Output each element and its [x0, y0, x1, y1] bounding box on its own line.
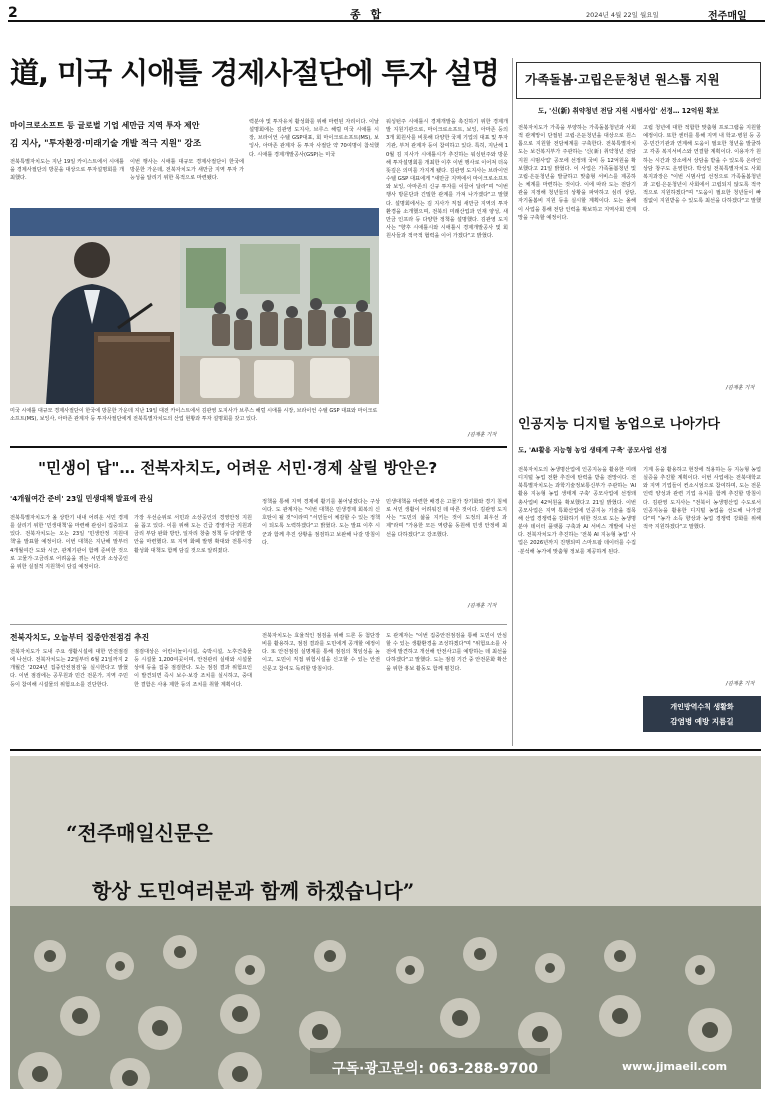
ad-slogan-line-2: 항상 도민여러분과 함께 하겠습니다” — [92, 879, 415, 903]
lead-col-4: 워싱턴주 시애틀시 경제개발을 촉진하기 위한 경제개발 지원기관으로, 마이크로소프트, 보잉, 아마존 등의 3개 회원사를 비롯해 다양한 국제 기업의 대표 및 투자기관, 부처 관계자 등이 참여하고 있다. 특히, 지난해 10월 김 지사가 시애틀시가 추진하는 워싱턴주와 방문해 투자설명회를 개최한 이후 이번 행사로 이어져 더욱 뜻깊은 의미를 가지게 됐다. 김관영 도지사는 브라이언 수텔 GSP 대표에게 "새만금 지역에서 마이크로소프트와 보잉, 아마존의 신규 투자를 이끌어 달라"며 "이번 행사 방문단과 긴밀한 관계를 가져 나가겠다"고 말했다. 설명회에서는 김 지사가 직접 새만금 지역의 투자환경을 소개했으며, 전북의 미래산업과 인재 양성, 새만금 인프라 등 다양한 정책을 설명했다. 김관영 도지사는 "향후 시애틀시와 시애틀시 경제개발공사 및 회원사들과 적극적 협력을 이어 가겠다"고 밝혔다. — [386, 119, 508, 240]
ad-website-url: www.jjmaeil.com — [622, 1060, 728, 1073]
mid-headline: "민생이 답"… 전북자치도, 어려운 서민·경제 살릴 방안은? — [38, 459, 438, 477]
rt2-col-1: 전북자치도의 농생명산업에 인공지능을 활용한 미래 디지털 농업 전환 추진에 탄력을 받을 전망이다. 전북특별자치도는 과학기술정보통신부가 주관하는 'AI활용 지능형 농업 생태계 구축' 공모사업에 선정돼 총사업비 42억원을 확보했다고 21일 밝혔다. 이번 공모사업은 지역 특화산업에 인공지능 기술을 접목해 산업 경쟁력을 강화하기 위한 것으로 도는 농생명 분야 데이터 플랫폼 구축과 AI 서비스 개발에 나선다. 전북자치도가 추진하는 '전북 AI 지능형 농업' 사업은 2026년까지 진행되며 스마트팜 데이터를 수집·분석해 농가에 맞춤형 정보를 제공하게 된다. — [518, 467, 636, 555]
rt2-subhead: 도, 'AI활용 지능형 농업 생태계 구축' 공모사업 선정 — [518, 446, 668, 454]
rt2-byline: /김재훈 기자 — [726, 681, 755, 687]
lead-byline: /김재훈 기자 — [468, 432, 497, 438]
lead-subhead-1: 마이크로소프트 등 글로벌 기업 세만금 지역 투자 제안 — [10, 121, 200, 130]
column-divider — [512, 58, 513, 746]
low-headline: 전북자치도, 오늘부터 집중안전점검 추진 — [10, 633, 150, 642]
newspaper-advertisement — [10, 756, 761, 1089]
issue-date: 2024년 4월 22일 월요일 — [586, 11, 659, 19]
newspaper-brand: 전주매일 — [708, 11, 747, 22]
section-rule-2 — [10, 624, 507, 625]
lead-subhead-2: 김 지사, "투자환경·미래기술 개발 적극 지원" 강조 — [10, 139, 202, 149]
low-col-4: 도 관계자는 "이번 집중안전점검을 통해 도민이 안심할 수 있는 생활환경을 조성하겠다"며 "위험요소를 사전에 발견하고 개선해 안전사고를 예방하는 데 최선을 다하겠다"고 말했다. 도는 점검 기간 중 안전문화 확산을 위한 홍보 활동도 함께 펼친다. — [386, 633, 507, 672]
lead-col-3: 력분야 및 투자유치 활성화를 위해 마련된 자리이다. 이날 설명회에는 김관영 도지사, 브루스 해럴 미국 시애틀 시장, 브라이언 수텔 GSP대표, 회 마이크로소프트(MS), 보잉사, 아마존 관계자 등 투자 사절단 약 70여명이 참석했다. 시애틀 경제개발공사(GSP)는 미국 — [249, 119, 379, 158]
lead-col-2: 이번 행사는 시애틀 대규모 경제사절단이 한국에 방문한 가운데, 전북자치도가 새만금 지역 투자 가능성을 알리기 위한 목적으로 마련됐다. — [130, 159, 244, 182]
mid-col-3: 정책을 통해 지역 경제에 활기를 불어넣겠다는 구상이다. 도 관계자는 "이번 대책은 민생경제 회복의 신호탄이 될 것"이라며 "서민들이 체감할 수 있는 정책이 되도록 노력하겠다"고 밝혔다. 도는 발표 이후 시군과 함께 추진 상황을 점검하고 보완해 나갈 방침이다. — [262, 499, 380, 546]
lead-photo-caption: 미국 시애틀 대규모 경제사절단이 한국에 방문한 가운데 지난 19일 대전 카이스트에서 김관영 도지사가 브루스 해럴 시애틀 시장, 브라이언 수텔 GSP 대표와 마이크로소프트(MS), 보잉사, 아마존 관계자 등 투자사절단에게 전북특별자치도의 산업 현황과 투자 설명회를 갖고 있다. — [10, 408, 378, 422]
rt1-headline: 가족돌봄·고립은둔청년 원스톱 지원 — [525, 72, 720, 87]
mid-byline: /김재훈 기자 — [468, 603, 497, 609]
rt2-headline: 인공지능 디지털 농업으로 나아가다 — [518, 417, 720, 432]
sunflower-field-image — [10, 756, 761, 1089]
ad-contact-number: 구독·광고문의: 063-288-9700 — [332, 1061, 538, 1077]
health-campaign-box — [643, 696, 761, 732]
section-rule-1 — [10, 446, 507, 448]
rt1-headline-box — [516, 62, 761, 99]
section-label: 종 합 — [350, 8, 385, 21]
low-col-3: 전북자치도는 효율적인 점검을 위해 드론 등 첨단장비를 활용하고, 점검 결과를 도민에게 공개할 예정이다. 또 안전점검 실명제를 통해 점검의 책임성을 높이고, 도민이 직접 위험시설을 신고할 수 있는 안전신문고 참여도 독려할 방침이다. — [262, 633, 380, 672]
rt1-col-1: 전북자치도가 가족을 부양하는 가족돌봄청년과 사회적 관계망이 단절된 고립·은둔청년을 대상으로 원스톱으로 지원할 전담체계를 구축한다. 전북특별자치도는 보건복지부가 주관하는 '신(新) 취약청년 전담 지원 시범사업' 공모에 선정돼 국비 등 12억원을 확보했다고 21일 밝혔다. 이 사업은 가족돌봄청년 및 고립·은둔청년을 발굴하고 맞춤형 서비스를 제공하는 체계를 마련하는 것이다. 이에 따라 도는 전담기관을 지정해 청년들의 상황을 파악하고 심리 상담, 자기돌봄비 지원 등을 실시할 계획이다. 도는 올해 이 사업을 통해 전담 인력을 확보하고 지역사회 연계망을 구축할 예정이다. — [518, 125, 636, 221]
low-col-2: 점검대상은 어린이놀이시설, 숙박시설, 노후건축물 등 시설물 1,200여곳이며, 안전관리 실태와 시설물 상태 등을 집중 점검한다. 도는 점검 결과 위험요인이 발견되면 즉시 보수·보강 조치를 실시하고, 중대한 결함은 사용 제한 등의 조치를 취할 계획이다. — [134, 649, 252, 688]
rt1-col-2: 고립 청년에 대한 적합한 맞춤형 프로그램을 지원할 예정이다. 또한 센터를 통해 지역 내 학교·병원 등 공공·민간기관과 연계해 도움이 필요한 청년을 발굴하고 각종 복지서비스와 연결할 계획이다. 이용자가 원하는 시간과 장소에서 상담을 받을 수 있도록 온라인 상담 창구도 운영한다. 박성일 전북특별자치도 사회복지과장은 "이번 시범사업 선정으로 가족돌봄청년과 고립·은둔청년이 사회에서 고립되지 않도록 적극적으로 지원하겠다"며 "도움이 필요한 청년들이 빠짐없이 지원받을 수 있도록 최선을 다하겠다"고 말했다. — [643, 125, 761, 213]
rt1-subhead: 도, '신(新) 취약청년 전담 지원 시범사업' 선정… 12억원 확보 — [538, 107, 719, 115]
page-number: 2 — [8, 5, 18, 21]
mid-subhead: '4개월여간 준비' 23일 민생대책 발표에 관심 — [10, 494, 154, 503]
lead-col-1: 전북특별자치도는 지난 19일 카이스트에서 시애틀을 경제사절단의 방문을 대상으로 투자설명회를 개최했다. — [10, 159, 124, 182]
campaign-line-1: 개인방역수칙 생활화 — [670, 703, 734, 711]
rt2-col-2: 기계 등을 활용하고 현장에 적용하는 등 지능형 농업 실증을 추진할 계획이다. 이번 사업에는 전북대학교와 지역 기업들이 컨소시엄으로 참여하며, 도는 전문 인력 양성과 관련 기업 유치를 함께 추진할 방침이다. 김관영 도지사는 "전북이 농생명산업 수도로서 인공지능을 활용한 디지털 농업을 선도해 나가겠다"며 "농가 소득 향상과 농업 경쟁력 강화를 위해 적극 지원하겠다"고 말했다. — [643, 467, 761, 531]
lead-headline: 道, 미국 시애틀 경제사절단에 투자 설명 — [10, 56, 499, 90]
masthead — [8, 4, 765, 22]
mid-col-1: 전북특별자치도가 올 상반기 내내 어려운 서민 경제를 살리기 위한 '민생대책'을 마련해 관심이 집중되고 있다. 전북자치도는 오는 23일 '민생안정 지원대책'을 발표할 예정이다. 이번 대책은 지난해 말부터 4개월여간 도와 시군, 관계기관이 함께 준비한 것으로 고물가·고금리로 어려움을 겪는 서민과 소상공인을 위한 실질적 지원책이 담길 예정이다. — [10, 515, 128, 570]
low-col-1: 전북자치도가 도내 주요 생활시설에 대한 안전점검에 나선다. 전북자치도는 22일부터 6월 21일까지 2개월간 '2024년 집중안전점검'을 실시한다고 밝혔다. 이번 점검에는 공무원과 민간 전문가, 지역 주민 등이 참여해 시설물의 위험요소를 진단한다. — [10, 649, 128, 688]
campaign-line-2: 감염병 예방 지름길 — [670, 717, 734, 726]
section-rule-ad — [10, 749, 761, 751]
ad-slogan-line-1: “전주매일신문은 — [66, 821, 213, 845]
mid-col-4: 민생대책을 마련한 배경은 고물가 장기화와 경기 침체로 서민 생활이 어려워진 데 따른 것이다. 김관영 도지사는 "도민의 삶을 지키는 것이 도정의 최우선 과제"라며 "가용한 모든 역량을 동원해 민생 안정에 최선을 다하겠다"고 강조했다. — [386, 499, 507, 538]
rt1-byline: /김재훈 기자 — [726, 385, 755, 391]
lead-photo — [10, 208, 379, 404]
mid-col-2: 가장 우선순위로 서민과 소상공인의 경영안정 지원을 꼽고 있다. 이를 위해 도는 긴급 경영자금 지원과 금리 부담 완화 방안, 일자리 창출 정책 등 다양한 방안을 마련했다. 또 지역 화폐 발행 확대와 전통시장 활성화 대책도 함께 담길 것으로 알려졌다. — [134, 515, 252, 554]
